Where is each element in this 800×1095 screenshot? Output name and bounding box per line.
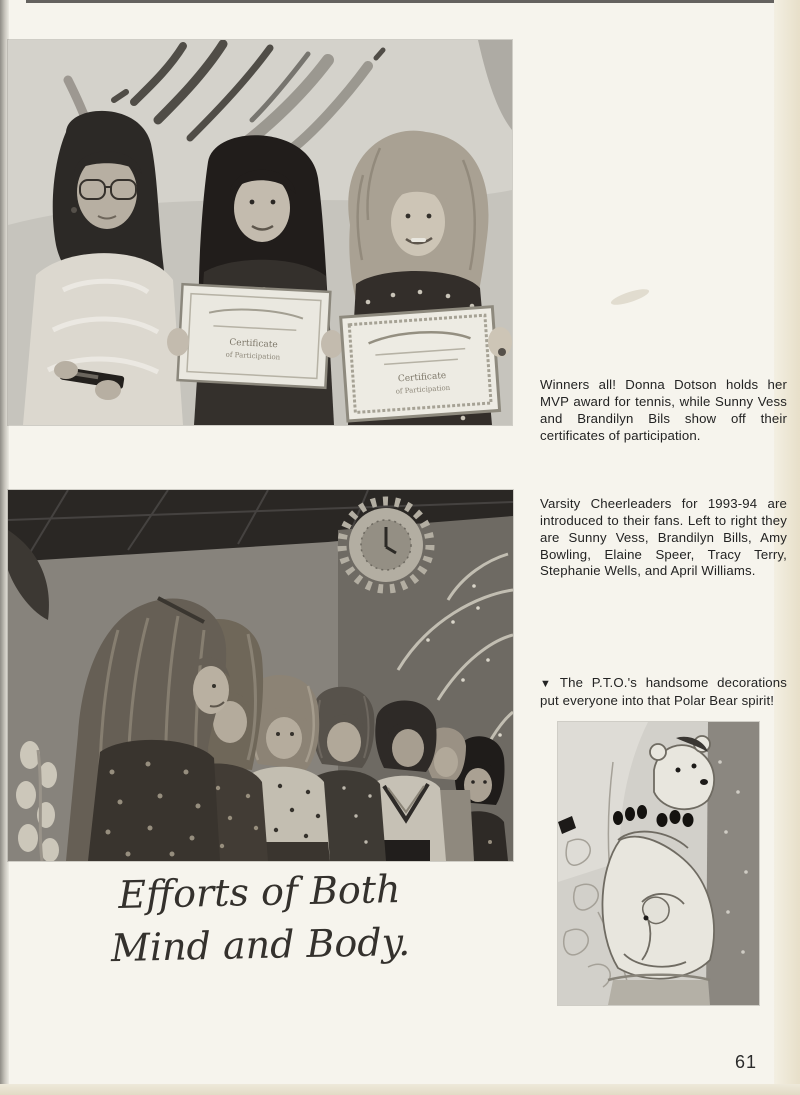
certificate-subtitle-text: of Participation bbox=[225, 350, 281, 362]
caption-pto bbox=[540, 675, 787, 710]
scan-edge-line bbox=[26, 0, 800, 3]
awards-photo-illustration bbox=[8, 40, 512, 425]
headline-line-1: Efforts of Both bbox=[117, 867, 401, 917]
dark-backdrop bbox=[706, 722, 759, 1005]
caption-awards: Winners all! Donna Dotson holds her MVP award for tennis, while Sunny Vess and Brandilyn Bils show off their certificates of participation. bbox=[540, 377, 787, 443]
certificate-subtitle-text-2: of Participation bbox=[395, 383, 451, 396]
cheerleaders-photo-illustration bbox=[8, 490, 513, 861]
polar-bear-illustration bbox=[558, 722, 759, 1005]
certificate-left bbox=[178, 284, 331, 388]
headline-line-2: Mind and Body. bbox=[110, 919, 411, 971]
cheerleaders-photo bbox=[8, 490, 513, 861]
ground-strip bbox=[608, 980, 710, 1005]
caption-cheerleaders: Varsity Cheerleaders for 1993-94 are introduced to their fans. Left to right they are Sunny Vess, Brandilyn Bills, Amy Bowling, Elaine Speer, Tracy Terry, Stephanie Wells, and April Williams. bbox=[540, 496, 787, 579]
caption-pto-text: The P.T.O.'s handsome decorations put everyone into that Polar Bear spirit! bbox=[540, 675, 787, 708]
certificate-right bbox=[341, 307, 500, 421]
down-triangle-icon: ▼ bbox=[540, 678, 556, 691]
page-number: 61 bbox=[735, 1052, 758, 1072]
certificate-title-text: Certificate bbox=[229, 337, 278, 351]
page-headline bbox=[64, 862, 456, 976]
awards-photo bbox=[8, 40, 512, 425]
certificate-title-text-2: Certificate bbox=[397, 371, 447, 385]
polar-bear-photo bbox=[558, 722, 759, 1005]
page-edge-bottom bbox=[0, 1084, 800, 1095]
paper-smudge bbox=[609, 286, 650, 308]
bear-cub bbox=[643, 897, 669, 923]
